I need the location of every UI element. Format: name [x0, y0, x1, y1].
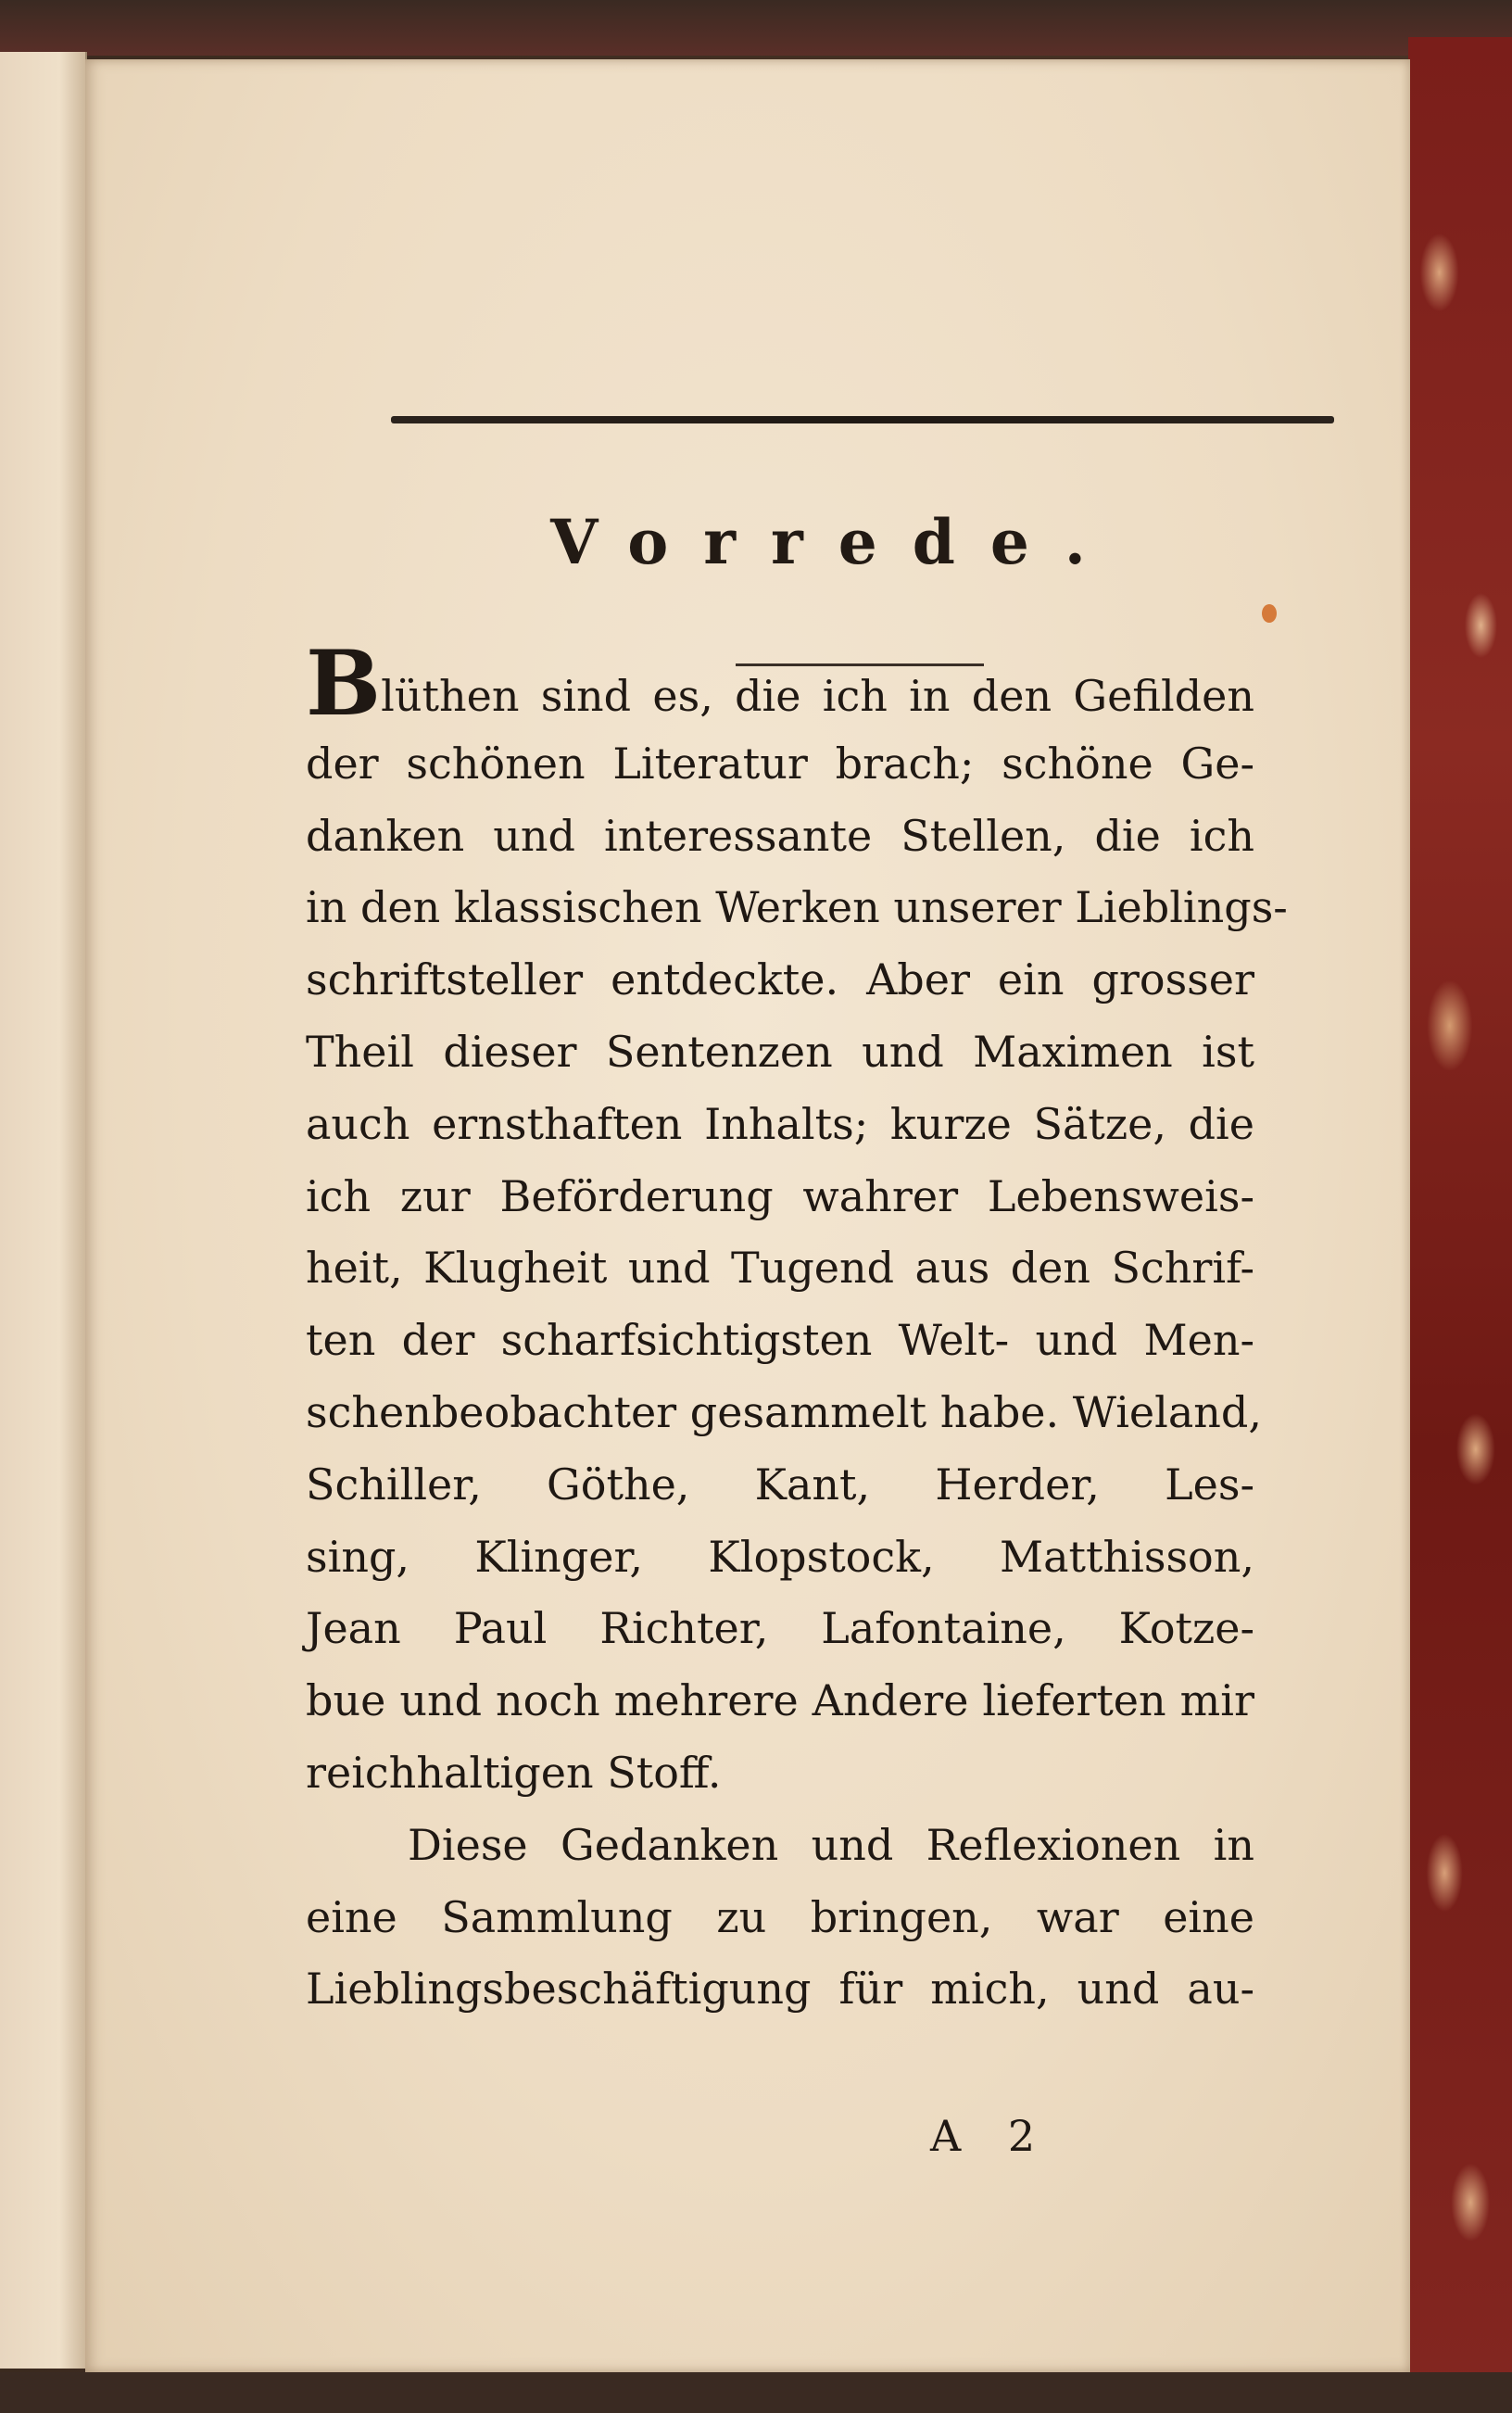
- paper-stain: [1262, 604, 1277, 623]
- text-line: Theil dieser Sentenzen und Maximen ist: [306, 1026, 1254, 1077]
- first-line-rest: lüthen sind es, die ich in den Gefilden: [381, 671, 1254, 721]
- book-binding-top: [0, 0, 1512, 56]
- text-line: ich zur Beförderung wahrer Lebensweis-: [306, 1170, 1254, 1221]
- text-line: [306, 631, 1254, 736]
- signature-mark: A 2: [930, 2111, 1052, 2161]
- text-line: heit, Klugheit und Tugend aus den Schrif-: [306, 1243, 1254, 1294]
- page-title: Vorrede.: [550, 506, 1121, 578]
- paragraph-1: [306, 631, 1288, 1810]
- drop-cap: B: [306, 631, 382, 736]
- text-line: Schiller, Göthe, Kant, Herder, Les-: [306, 1459, 1254, 1510]
- body-text: [306, 631, 1288, 2026]
- text-line: Jean Paul Richter, Lafontaine, Kotze-: [306, 1603, 1254, 1654]
- text-line: danken und interessante Stellen, die ich: [306, 810, 1254, 861]
- text-line: sing, Klinger, Klopstock, Matthisson,: [306, 1531, 1254, 1582]
- text-line: Diese Gedanken und Reflexionen in: [408, 1819, 1254, 1870]
- top-rule: [391, 416, 1334, 423]
- text-line: schriftsteller entdeckte. Aber ein grosser: [306, 954, 1254, 1005]
- text-line: eine Sammlung zu bringen, war eine: [306, 1891, 1254, 1942]
- marbled-page-edge: [1408, 37, 1512, 2391]
- text-line: in den klassischen Werken unserer Lieblings-: [306, 882, 1288, 933]
- text-line: bue und noch mehrere Andere lieferten mir: [306, 1675, 1254, 1726]
- facing-page-edge: [0, 52, 87, 2369]
- text-line: Lieblingsbeschäftigung für mich, und au-: [306, 1964, 1254, 2015]
- text-line: ten der scharfsichtigsten Welt- und Men-: [306, 1315, 1254, 1366]
- text-line: schenbeobachter gesammelt habe. Wieland,: [306, 1386, 1262, 1437]
- text-line: reichhaltigen Stoff.: [306, 1747, 722, 1798]
- text-line: auch ernsthaften Inhalts; kurze Sätze, die: [306, 1098, 1254, 1149]
- text-line: der schönen Literatur brach; schöne Ge-: [306, 738, 1254, 789]
- paragraph-2: [306, 1810, 1254, 2026]
- book-binding-bottom: [0, 2372, 1512, 2413]
